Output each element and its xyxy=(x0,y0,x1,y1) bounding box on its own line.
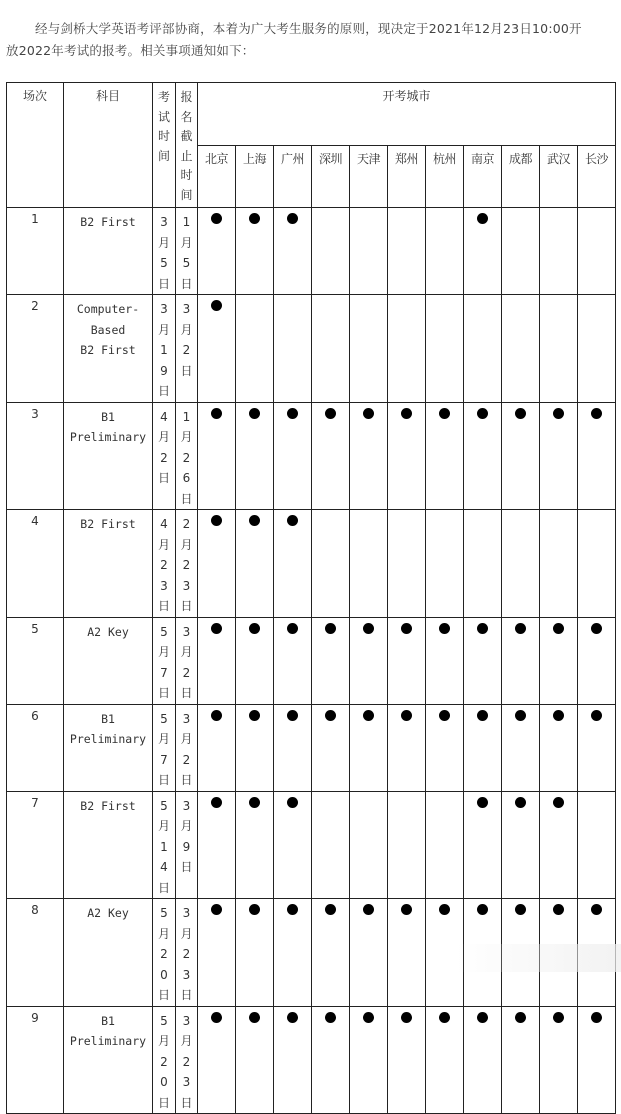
city-cell xyxy=(388,402,426,510)
deadline-cell xyxy=(176,617,198,704)
deadline-cell xyxy=(176,791,198,899)
table-row xyxy=(7,402,616,510)
city-cell xyxy=(236,791,274,899)
city-cell xyxy=(540,208,578,295)
city-cell xyxy=(274,402,312,510)
city-cell xyxy=(502,208,540,295)
available-dot-icon xyxy=(211,515,222,526)
subject-line: Preliminary xyxy=(69,1034,147,1048)
available-dot-icon xyxy=(553,904,564,915)
subject-cell xyxy=(64,295,153,403)
available-dot-icon xyxy=(591,904,602,915)
available-dot-icon xyxy=(439,408,450,419)
table-row xyxy=(7,208,616,295)
available-dot-icon xyxy=(249,623,260,634)
session-cell xyxy=(7,208,64,295)
city-name: 广州 xyxy=(280,152,304,166)
subject-line: B2 First xyxy=(80,343,136,357)
city-cell xyxy=(464,208,502,295)
city-cell xyxy=(236,510,274,618)
city-cell xyxy=(198,704,236,791)
city-cell xyxy=(274,704,312,791)
city-cell xyxy=(540,295,578,403)
subject-cell xyxy=(64,510,153,618)
exam-date-cell xyxy=(153,1006,176,1114)
available-dot-icon xyxy=(211,300,222,311)
city-cell xyxy=(388,1006,426,1114)
city-header-cell xyxy=(312,146,350,208)
available-dot-icon xyxy=(211,408,222,419)
city-header-cell xyxy=(388,146,426,208)
city-cell xyxy=(540,402,578,510)
city-cell xyxy=(578,704,616,791)
city-cell xyxy=(502,295,540,403)
city-header-cell xyxy=(578,146,616,208)
city-cell xyxy=(198,208,236,295)
available-dot-icon xyxy=(325,1012,336,1023)
city-cell xyxy=(502,402,540,510)
session-number: 4 xyxy=(31,514,39,528)
city-cell xyxy=(426,899,464,1007)
deadline-cell xyxy=(176,899,198,1007)
available-dot-icon xyxy=(287,710,298,721)
available-dot-icon xyxy=(477,904,488,915)
available-dot-icon xyxy=(249,1012,260,1023)
city-cell xyxy=(578,208,616,295)
city-cell xyxy=(388,704,426,791)
city-cell xyxy=(578,1006,616,1114)
city-cell xyxy=(274,295,312,403)
city-cell xyxy=(502,617,540,704)
available-dot-icon xyxy=(439,1012,450,1023)
available-dot-icon xyxy=(401,1012,412,1023)
exam-date-cell xyxy=(153,295,176,403)
city-cell xyxy=(350,791,388,899)
city-name: 南京 xyxy=(470,152,494,166)
exam-date: 5月7日 xyxy=(158,711,171,787)
subject-line: B2 First xyxy=(80,798,136,813)
city-cell xyxy=(502,899,540,1007)
city-cell xyxy=(350,295,388,403)
exam-date-cell xyxy=(153,402,176,510)
city-cell xyxy=(540,704,578,791)
city-cell xyxy=(236,402,274,510)
session-number: 5 xyxy=(31,621,39,636)
available-dot-icon xyxy=(287,515,298,526)
exam-date-cell xyxy=(153,704,176,791)
session-cell xyxy=(7,510,64,618)
city-cell xyxy=(350,510,388,618)
city-cell xyxy=(236,704,274,791)
deadline-date: 3月2日 xyxy=(180,711,193,787)
city-name: 郑州 xyxy=(394,152,418,166)
city-name: 成都 xyxy=(508,152,532,166)
city-cell xyxy=(464,791,502,899)
city-cell xyxy=(426,402,464,510)
session-cell xyxy=(7,899,64,1007)
available-dot-icon xyxy=(515,710,526,721)
session-cell xyxy=(7,402,64,510)
deadline-cell xyxy=(176,1006,198,1114)
subject-line: Based xyxy=(90,322,126,337)
city-cell xyxy=(388,510,426,618)
available-dot-icon xyxy=(249,797,260,808)
city-cell xyxy=(426,295,464,403)
city-name: 武汉 xyxy=(546,152,570,166)
city-cell xyxy=(426,791,464,899)
available-dot-icon xyxy=(249,213,260,224)
city-name: 长沙 xyxy=(585,152,609,166)
exam-date: 3月19日 xyxy=(158,302,171,398)
city-cell xyxy=(236,1006,274,1114)
deadline-date: 3月9日 xyxy=(180,798,193,874)
subject-line: Preliminary xyxy=(69,732,147,746)
exam-date-cell xyxy=(153,208,176,295)
deadline-date: 3月2日 xyxy=(180,302,193,378)
subject-cell xyxy=(64,402,153,510)
available-dot-icon xyxy=(401,710,412,721)
table-row xyxy=(7,295,616,403)
city-name: 上海 xyxy=(242,152,266,166)
available-dot-icon xyxy=(249,904,260,915)
city-cell xyxy=(578,617,616,704)
available-dot-icon xyxy=(439,710,450,721)
available-dot-icon xyxy=(515,408,526,419)
available-dot-icon xyxy=(401,408,412,419)
city-cell xyxy=(312,704,350,791)
city-header-cell xyxy=(540,146,578,208)
subject-line: B1 xyxy=(101,409,115,424)
available-dot-icon xyxy=(287,1012,298,1023)
subject-line: A2 Key xyxy=(87,624,129,639)
city-name: 深圳 xyxy=(318,152,342,166)
header-row xyxy=(7,83,616,146)
city-cell xyxy=(464,899,502,1007)
session-cell xyxy=(7,704,64,791)
available-dot-icon xyxy=(515,623,526,634)
city-cell xyxy=(388,899,426,1007)
available-dot-icon xyxy=(477,710,488,721)
city-cell xyxy=(312,617,350,704)
session-number: 3 xyxy=(31,406,39,421)
subject-cell xyxy=(64,791,153,899)
city-cell xyxy=(426,704,464,791)
exam-date: 5月7日 xyxy=(158,624,171,700)
available-dot-icon xyxy=(325,710,336,721)
session-cell xyxy=(7,617,64,704)
city-cell xyxy=(464,402,502,510)
available-dot-icon xyxy=(287,213,298,224)
available-dot-icon xyxy=(325,904,336,915)
city-cell xyxy=(312,1006,350,1114)
city-cell xyxy=(502,791,540,899)
city-header-cell xyxy=(236,146,274,208)
header-subject: 科目 xyxy=(64,83,153,208)
deadline-date: 3月23日 xyxy=(180,1013,193,1110)
city-cell xyxy=(502,704,540,791)
city-cell xyxy=(274,1006,312,1114)
available-dot-icon xyxy=(477,623,488,634)
deadline-date: 1月5日 xyxy=(180,215,193,291)
city-cell xyxy=(578,402,616,510)
city-cell xyxy=(312,402,350,510)
subject-cell xyxy=(64,617,153,704)
subject-cell xyxy=(64,208,153,295)
city-cell xyxy=(426,1006,464,1114)
available-dot-icon xyxy=(553,710,564,721)
city-cell xyxy=(540,791,578,899)
available-dot-icon xyxy=(211,904,222,915)
city-cell xyxy=(198,510,236,618)
city-cell xyxy=(388,617,426,704)
city-cell xyxy=(198,295,236,403)
city-cell xyxy=(312,295,350,403)
city-cell xyxy=(236,208,274,295)
city-cell xyxy=(426,617,464,704)
available-dot-icon xyxy=(363,710,374,721)
deadline-date: 1月26日 xyxy=(180,409,193,506)
exam-date-cell xyxy=(153,510,176,618)
city-cell xyxy=(464,295,502,403)
intro-text xyxy=(6,18,618,62)
city-cell xyxy=(388,791,426,899)
available-dot-icon xyxy=(211,1012,222,1023)
session-cell xyxy=(7,791,64,899)
subject-cell xyxy=(64,704,153,791)
city-header-cell xyxy=(464,146,502,208)
header-deadline: 报名截止时间 xyxy=(176,83,198,208)
city-cell xyxy=(388,295,426,403)
exam-date: 5月20日 xyxy=(158,906,171,1002)
city-cell xyxy=(578,295,616,403)
intro-line-1: 经与剑桥大学英语考评部协商，本着为广大考生服务的原则，现决定于2021年12月23日10:00开 xyxy=(35,21,582,36)
available-dot-icon xyxy=(401,623,412,634)
subject-line: B1 xyxy=(101,1013,115,1028)
city-cell xyxy=(274,791,312,899)
city-cell xyxy=(350,617,388,704)
exam-date-cell xyxy=(153,899,176,1007)
city-cell xyxy=(312,791,350,899)
city-cell xyxy=(388,208,426,295)
available-dot-icon xyxy=(477,408,488,419)
available-dot-icon xyxy=(477,1012,488,1023)
available-dot-icon xyxy=(515,797,526,808)
city-cell xyxy=(350,704,388,791)
available-dot-icon xyxy=(591,1012,602,1023)
city-name: 北京 xyxy=(204,152,228,166)
city-cell xyxy=(350,899,388,1007)
available-dot-icon xyxy=(591,623,602,634)
city-cell xyxy=(350,1006,388,1114)
available-dot-icon xyxy=(287,408,298,419)
available-dot-icon xyxy=(363,1012,374,1023)
header-cities-group: 开考城市 xyxy=(198,83,616,146)
available-dot-icon xyxy=(553,797,564,808)
city-cell xyxy=(274,899,312,1007)
city-cell xyxy=(502,510,540,618)
subject-line: B2 First xyxy=(80,215,136,229)
city-cell xyxy=(578,899,616,1007)
city-cell xyxy=(198,402,236,510)
available-dot-icon xyxy=(249,408,260,419)
city-cell xyxy=(464,510,502,618)
header-exam-time: 考试时间 xyxy=(153,83,176,208)
city-cell xyxy=(464,704,502,791)
subject-line: B2 First xyxy=(80,517,136,531)
session-cell xyxy=(7,295,64,403)
city-cell xyxy=(540,617,578,704)
city-cell xyxy=(236,295,274,403)
city-cell xyxy=(274,208,312,295)
city-cell xyxy=(464,1006,502,1114)
deadline-cell xyxy=(176,704,198,791)
table-row xyxy=(7,510,616,618)
subject-line: Preliminary xyxy=(69,430,147,444)
city-cell xyxy=(312,510,350,618)
city-cell xyxy=(426,510,464,618)
city-cell xyxy=(236,899,274,1007)
session-number: 8 xyxy=(31,903,39,917)
schedule-body xyxy=(7,208,616,1114)
available-dot-icon xyxy=(249,515,260,526)
table-row xyxy=(7,704,616,791)
exam-date: 4月23日 xyxy=(158,517,171,613)
available-dot-icon xyxy=(553,623,564,634)
available-dot-icon xyxy=(515,1012,526,1023)
session-cell xyxy=(7,1006,64,1114)
city-cell xyxy=(578,791,616,899)
available-dot-icon xyxy=(211,213,222,224)
deadline-cell xyxy=(176,510,198,618)
available-dot-icon xyxy=(287,904,298,915)
city-name: 杭州 xyxy=(432,152,456,166)
city-cell xyxy=(198,791,236,899)
city-header-cell xyxy=(274,146,312,208)
available-dot-icon xyxy=(477,797,488,808)
available-dot-icon xyxy=(211,797,222,808)
header-session: 场次 xyxy=(7,83,64,208)
city-header-cell xyxy=(350,146,388,208)
subject-line: B1 xyxy=(101,711,115,726)
subject-cell xyxy=(64,1006,153,1114)
exam-date: 5月14日 xyxy=(158,798,171,895)
available-dot-icon xyxy=(553,1012,564,1023)
deadline-cell xyxy=(176,295,198,403)
exam-date: 4月2日 xyxy=(158,409,171,485)
available-dot-icon xyxy=(211,623,222,634)
session-number: 7 xyxy=(31,795,39,810)
city-header-cell xyxy=(198,146,236,208)
city-header-cell xyxy=(502,146,540,208)
table-row xyxy=(7,791,616,899)
city-cell xyxy=(312,899,350,1007)
deadline-date: 3月23日 xyxy=(180,906,193,1002)
table-row xyxy=(7,617,616,704)
city-cell xyxy=(540,1006,578,1114)
available-dot-icon xyxy=(363,904,374,915)
available-dot-icon xyxy=(439,623,450,634)
city-cell xyxy=(198,617,236,704)
city-cell xyxy=(312,208,350,295)
city-cell xyxy=(274,510,312,618)
city-cell xyxy=(578,510,616,618)
city-cell xyxy=(198,1006,236,1114)
city-cell xyxy=(502,1006,540,1114)
city-cell xyxy=(274,617,312,704)
session-number: 9 xyxy=(31,1010,39,1025)
available-dot-icon xyxy=(553,408,564,419)
table-row xyxy=(7,1006,616,1114)
session-number: 6 xyxy=(31,708,39,723)
available-dot-icon xyxy=(363,623,374,634)
available-dot-icon xyxy=(363,408,374,419)
city-cell xyxy=(540,510,578,618)
table-row xyxy=(7,899,616,1007)
subject-cell xyxy=(64,899,153,1007)
city-cell xyxy=(350,402,388,510)
available-dot-icon xyxy=(401,904,412,915)
available-dot-icon xyxy=(325,623,336,634)
city-cell xyxy=(464,617,502,704)
available-dot-icon xyxy=(591,710,602,721)
city-cell xyxy=(350,208,388,295)
intro-line-2: 放2022年考试的报考。相关事项通知如下： xyxy=(6,43,255,58)
deadline-date: 2月23日 xyxy=(180,517,193,613)
deadline-cell xyxy=(176,208,198,295)
subject-line: A2 Key xyxy=(87,906,129,920)
available-dot-icon xyxy=(591,408,602,419)
available-dot-icon xyxy=(211,710,222,721)
deadline-cell xyxy=(176,402,198,510)
deadline-date: 3月2日 xyxy=(180,624,193,700)
city-cell xyxy=(236,617,274,704)
exam-date-cell xyxy=(153,791,176,899)
available-dot-icon xyxy=(515,904,526,915)
session-number: 2 xyxy=(31,299,39,313)
city-cell xyxy=(540,899,578,1007)
available-dot-icon xyxy=(477,213,488,224)
city-cell xyxy=(198,899,236,1007)
available-dot-icon xyxy=(439,904,450,915)
session-number: 1 xyxy=(31,212,39,226)
available-dot-icon xyxy=(249,710,260,721)
exam-date: 3月5日 xyxy=(158,215,171,291)
city-header-cell xyxy=(426,146,464,208)
city-name: 天津 xyxy=(356,152,380,166)
city-cell xyxy=(426,208,464,295)
available-dot-icon xyxy=(325,408,336,419)
subject-line: Computer- xyxy=(76,302,140,316)
available-dot-icon xyxy=(287,797,298,808)
exam-date-cell xyxy=(153,617,176,704)
available-dot-icon xyxy=(287,623,298,634)
exam-schedule-table xyxy=(6,82,616,1114)
exam-date: 5月20日 xyxy=(158,1013,171,1110)
